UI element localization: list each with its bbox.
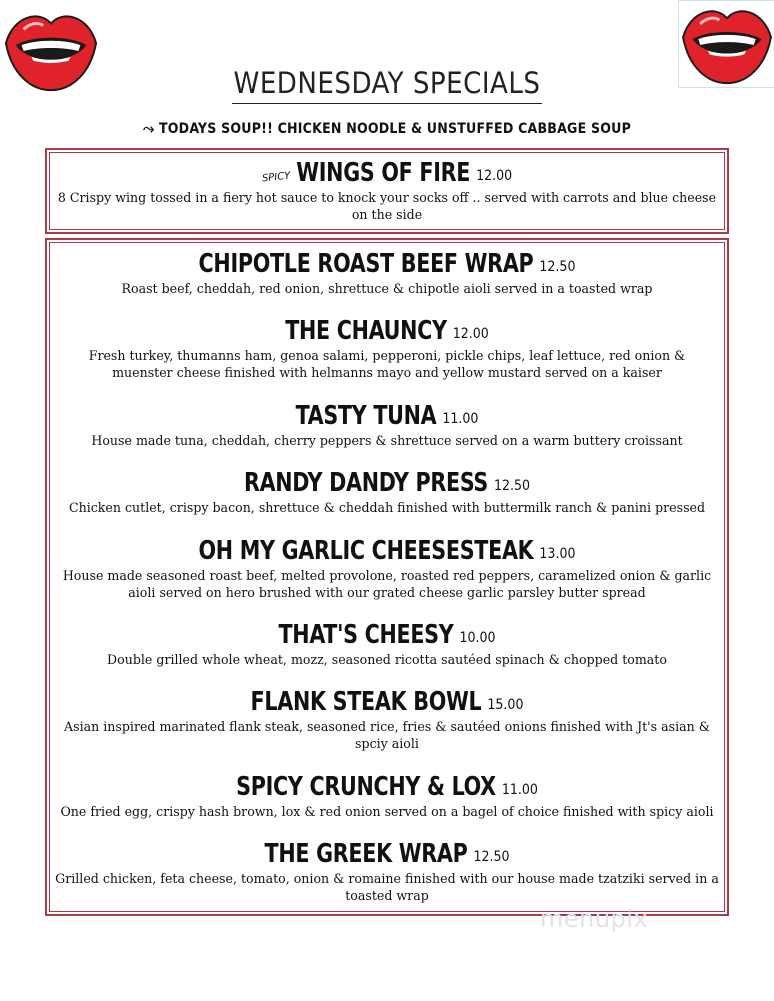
item-name: THE CHAUNCY	[285, 316, 447, 346]
page-title	[0, 66, 774, 100]
item-description: 8 Crispy wing tossed in a fiery hot sauce to knock your socks off .. served with carrots and blue cheese on the side	[57, 190, 717, 222]
item-name: WINGS OF FIRE	[296, 158, 471, 188]
item-description: Double grilled whole wheat, mozz, seasoned ricotta sautéed spinach & chopped tomato	[107, 652, 667, 667]
menu-item	[0, 318, 774, 381]
item-description: Roast beef, cheddah, red onion, shrettuce & chipotle aioli served in a toasted wrap	[121, 281, 653, 296]
item-name: THAT'S CHEESY	[278, 620, 454, 650]
menu-item	[0, 622, 774, 668]
page-title-text: WEDNESDAY SPECIALS	[232, 66, 543, 104]
menu-item	[0, 841, 774, 904]
item-description: One fried egg, crispy hash brown, lox & red onion served on a bagel of choice finished with spicy aioli	[60, 804, 714, 819]
item-description: House made seasoned roast beef, melted provolone, roasted red peppers, caramelized onion & garlic aioli served on hero brushed with our grated cheese garlic parsley butter spread	[62, 568, 712, 600]
watermark: menupix	[540, 905, 649, 933]
item-name: TASTY TUNA	[295, 401, 437, 431]
item-price: 10.00	[459, 630, 496, 646]
menu-item	[0, 774, 774, 820]
soup-of-the-day: ⤳ TODAYS SOUP!! CHICKEN NOODLE & UNSTUFFED CABBAGE SOUP	[142, 121, 631, 137]
item-name: OH MY GARLIC CHEESESTEAK	[198, 536, 534, 566]
item-name: SPICY CRUNCHY & LOX	[236, 772, 496, 802]
item-description: Chicken cutlet, crispy bacon, shrettuce & cheddah finished with buttermilk ranch & panini pressed	[68, 500, 706, 515]
item-name: RANDY DANDY PRESS	[243, 468, 489, 498]
item-description: House made tuna, cheddah, cherry peppers & shrettuce served on a warm buttery croissant	[91, 433, 683, 448]
item-price: 15.00	[487, 697, 524, 713]
menu-item	[0, 470, 774, 516]
spicy-tag: SPICY	[261, 170, 291, 185]
menu-item	[0, 689, 774, 752]
item-price: 12.00	[476, 168, 513, 184]
menu-item	[0, 251, 774, 297]
item-name: FLANK STEAK BOWL	[250, 687, 482, 717]
featured-item	[0, 160, 774, 223]
menu-item	[0, 403, 774, 449]
item-price: 12.50	[494, 478, 531, 494]
menu-item	[0, 538, 774, 601]
item-description: Asian inspired marinated flank steak, seasoned rice, fries & sautéed onions finished with Jt's asian & spciy aioli	[64, 719, 710, 751]
item-price: 11.00	[501, 782, 538, 798]
item-price: 12.00	[452, 326, 489, 342]
item-price: 12.50	[539, 259, 576, 275]
item-price: 12.50	[473, 849, 510, 865]
item-price: 11.00	[442, 411, 479, 427]
item-name: THE GREEK WRAP	[264, 839, 468, 869]
item-price: 13.00	[539, 546, 576, 562]
item-description: Grilled chicken, feta cheese, tomato, onion & romaine finished with our house made tzatziki served in a toasted wrap	[55, 871, 719, 903]
item-description: Fresh turkey, thumanns ham, genoa salami, pepperoni, pickle chips, leaf lettuce, red onion & muenster cheese finished with helmanns mayo and yellow mustard served on a kaiser	[88, 348, 686, 380]
item-name: CHIPOTLE ROAST BEEF WRAP	[198, 249, 534, 279]
